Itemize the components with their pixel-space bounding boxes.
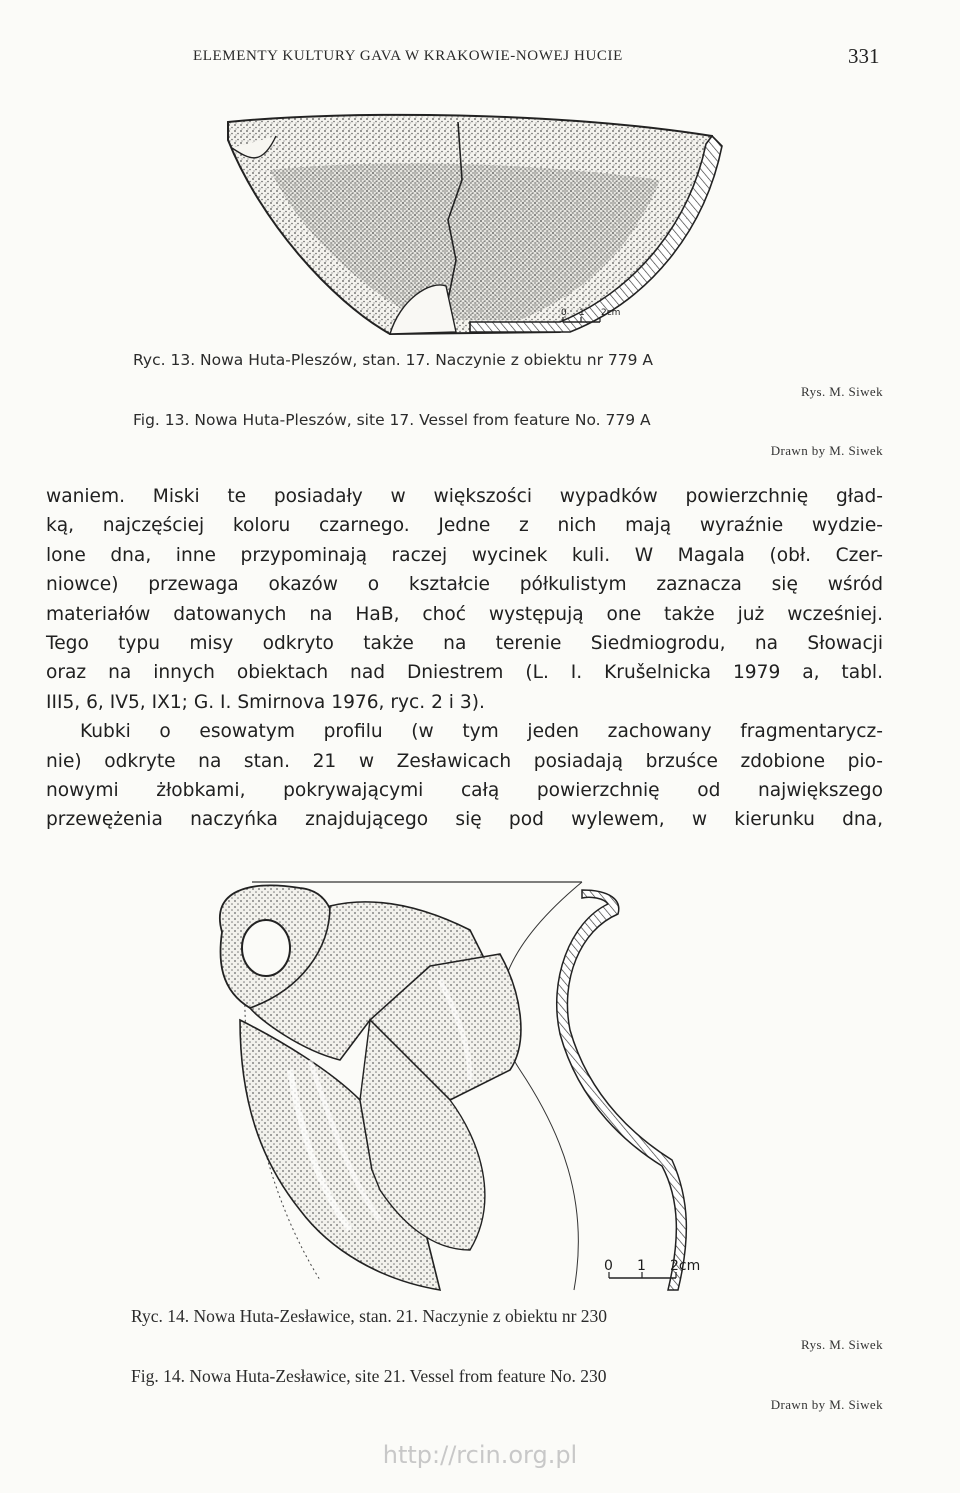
text-line: oraz na innych obiektach nad Dniestrem (L. I. Krušelnicka 1979 a, tabl. — [46, 662, 883, 684]
text-line: Tego typu misy odkryto także na terenie Siedmiogrodu, na Słowacji — [46, 633, 883, 655]
source-url: http://rcin.org.pl — [382, 1441, 578, 1469]
page-header — [0, 44, 960, 74]
text-line: waniem. Miski te posiadały w większości wypadków powierzchnię gład- — [46, 486, 883, 507]
figure-13-credit-en: Drawn by M. Siwek — [770, 443, 883, 458]
figure-14-credit-en: Drawn by M. Siwek — [770, 1397, 883, 1412]
figure-13-drawing — [0, 100, 960, 350]
body-text — [46, 482, 883, 835]
text-line: nowymi żłobkami, pokrywającymi całą powierzchnię od największego — [46, 780, 883, 802]
page-number: 331 — [848, 44, 880, 68]
figure-14-caption-pl: Ryc. 14. Nowa Huta-Zesławice, stan. 21. Naczynie z obiektu nr 230 — [131, 1306, 608, 1326]
figure-13-caption-en: Fig. 13. Nowa Huta-Pleszów, site 17. Vessel from feature No. 779 A — [133, 411, 651, 429]
text-line: III5, 6, IV5, IX1; G. I. Smirnova 1976, ryc. 2 i 3). — [46, 691, 485, 713]
figure-13-credit-pl: Rys. M. Siwek — [801, 384, 883, 399]
scale-label-0: 0 — [561, 308, 567, 318]
figure-14-drawing — [0, 870, 960, 1300]
text-line: przewężenia naczyńka znajdującego się pod wylewem, w kierunku dna, — [46, 809, 883, 831]
scale-label-0: 0 — [604, 1258, 613, 1274]
text-line: lone dna, inne przypominają raczej wycinek kuli. W Magala (obł. Czer- — [46, 544, 883, 566]
text-line: materiałów datowanych na HaB, choć występują one także już wcześniej. — [46, 603, 883, 625]
text-line: ką, najczęściej koloru czarnego. Jedne z nich mają wyraźnie wydzie- — [46, 515, 883, 537]
scale-label-1: 1 — [637, 1258, 646, 1274]
text-line: Kubki o esowatym profilu (w tym jeden zachowany fragmentarycz- — [80, 721, 883, 743]
running-head: ELEMENTY KULTURY GAVA W KRAKOWIE-NOWEJ HUCIE — [193, 48, 623, 64]
text-line: niowce) przewaga okazów o kształcie półkulistym zaznacza się wśród — [46, 574, 883, 596]
scale-label-1: 1 — [579, 308, 585, 318]
figure-14-caption-en: Fig. 14. Nowa Huta-Zesławice, site 21. Vessel from feature No. 230 — [131, 1366, 607, 1386]
figure-13-caption-pl: Ryc. 13. Nowa Huta-Pleszów, stan. 17. Naczynie z obiektu nr 779 A — [133, 351, 653, 369]
figure-14-credit-pl: Rys. M. Siwek — [801, 1337, 883, 1352]
scale-label-2cm: 2cm — [670, 1258, 701, 1274]
scale-label-2cm: 2cm — [601, 308, 621, 318]
text-line: nie) odkryte na stan. 21 w Zesławicach posiadają brzuśce zdobione pio- — [46, 750, 883, 772]
